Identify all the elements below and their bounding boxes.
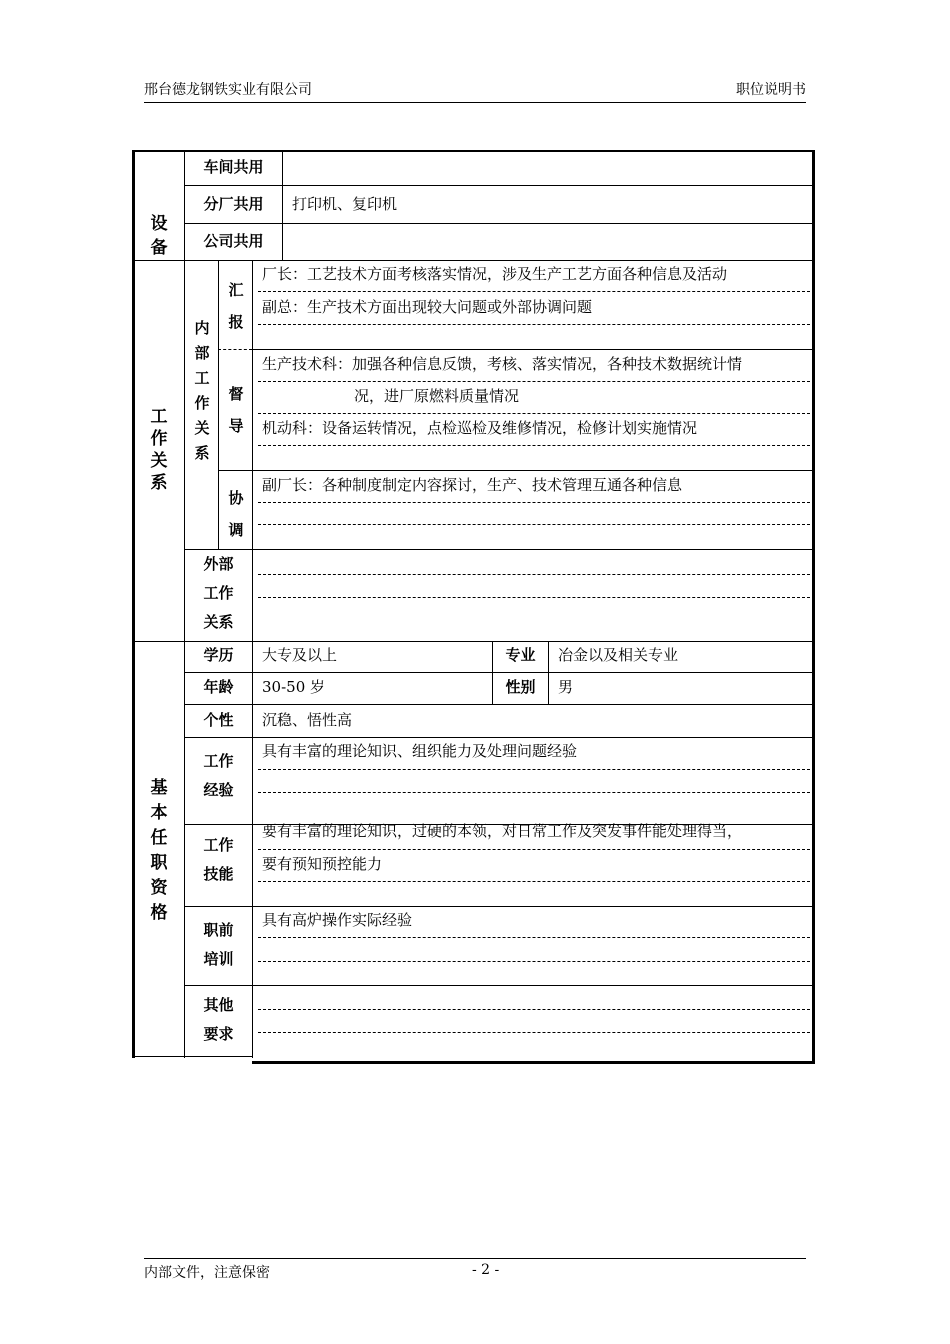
- coordinate-line-1: 副厂长：各种制度制定内容探讨，生产、技术管理互通各种信息: [262, 476, 683, 494]
- section-sep-relations: [132, 641, 814, 642]
- external-label-2: 工作: [203, 584, 234, 602]
- coordinate-label: [222, 482, 250, 546]
- internal-relations-label: [189, 316, 215, 466]
- supervise-line-1: 生产技术科：加强各种信息反馈，考核、落实情况，各种技术数据统计情: [262, 355, 743, 373]
- experience-dash-2: [258, 792, 810, 793]
- qual-char-4: 职: [150, 853, 168, 873]
- table-border-bottom-left: [132, 1056, 252, 1057]
- internal-char-5: 关: [194, 419, 210, 437]
- table-border-bottom: [252, 1061, 815, 1064]
- equipment-workshop-label: 车间共用: [203, 158, 264, 176]
- gender-label: 性别: [505, 678, 536, 696]
- equipment-char-1: 设: [150, 214, 168, 234]
- supervise-char-1: 督: [228, 385, 244, 403]
- qual-row-sep-6: [184, 985, 814, 986]
- table-border-right: [812, 150, 815, 1062]
- equipment-label-divider: [282, 150, 283, 260]
- experience-dash-1: [258, 769, 810, 770]
- external-dash-2: [258, 597, 810, 598]
- experience-value: 具有丰富的理论知识、组织能力及处理问题经验: [262, 742, 578, 760]
- qual-row-sep-2: [184, 704, 814, 705]
- personality-label: 个性: [203, 711, 234, 729]
- report-char-1: 汇: [228, 281, 244, 299]
- page-header: [144, 80, 806, 103]
- internal-external-sep: [184, 549, 814, 550]
- report-line-1: 厂长：工艺技术方面考核落实情况，涉及生产工艺方面各种信息及活动: [262, 265, 728, 283]
- major-value: 冶金以及相关专业: [558, 646, 679, 664]
- major-label-divider-right: [548, 641, 549, 704]
- skills-dash-1: [258, 849, 810, 850]
- external-label-3: 关系: [203, 613, 234, 631]
- coordinate-dash-2: [258, 524, 810, 525]
- report-dash-2: [258, 324, 810, 325]
- table-border-left: [132, 150, 135, 1058]
- external-label-1: 外部: [203, 555, 234, 573]
- qualifications-section-label: [142, 776, 176, 926]
- equipment-char-2: 备: [150, 238, 168, 258]
- equipment-section-label: [142, 212, 176, 260]
- work-relations-section-label: [142, 406, 176, 494]
- qual-char-1: 基: [150, 778, 168, 798]
- report-supervise-sep-label: [218, 349, 252, 350]
- internal-char-4: 作: [194, 394, 210, 412]
- training-dash-2: [258, 961, 810, 962]
- supervise-dash-2: [258, 413, 810, 414]
- other-label-2: 要求: [203, 1025, 234, 1043]
- age-label: 年龄: [203, 678, 234, 696]
- confidential-note: 内部文件，注意保密: [144, 1265, 270, 1281]
- qual-char-2: 本: [150, 803, 168, 823]
- personality-value: 沉稳、悟性高: [262, 711, 353, 729]
- qual-char-3: 任: [150, 828, 168, 848]
- internal-label-divider: [218, 260, 219, 549]
- company-name: 邢台德龙钢铁实业有限公司: [144, 82, 312, 98]
- training-value: 具有高炉操作实际经验: [262, 911, 413, 929]
- skills-label-1: 工作: [203, 836, 234, 854]
- other-dash-1: [258, 1009, 810, 1010]
- supervise-char-2: 导: [228, 417, 244, 435]
- supervise-dash-3: [258, 445, 810, 446]
- age-value: 30-50 岁: [262, 678, 326, 696]
- supervise-coordinate-sep: [218, 470, 814, 471]
- relations-label-divider: [252, 260, 253, 641]
- training-dash-1: [258, 937, 810, 938]
- page-number: - 2 -: [472, 1262, 500, 1278]
- document-type: 职位说明书: [736, 82, 806, 98]
- external-dash-1: [258, 574, 810, 575]
- training-label-2: 培训: [203, 950, 234, 968]
- coordinate-char-1: 协: [228, 489, 244, 507]
- skills-label-2: 技能: [203, 865, 234, 883]
- training-label-1: 职前: [203, 921, 234, 939]
- table-border-top: [132, 150, 814, 152]
- page-footer: [144, 1258, 806, 1283]
- equipment-row-sep-1: [184, 185, 814, 186]
- qual-row-sep-3: [184, 737, 814, 738]
- report-supervise-sep: [252, 349, 814, 350]
- report-label: [222, 274, 250, 338]
- qual-row-sep-1: [184, 672, 814, 673]
- relations-char-2: 作: [150, 429, 168, 449]
- internal-char-6: 系: [194, 444, 210, 462]
- relations-char-4: 系: [150, 473, 168, 493]
- equipment-row-sep-2: [184, 223, 814, 224]
- section-sep-equipment: [132, 260, 814, 261]
- equipment-branch-label: 分厂共用: [203, 195, 264, 213]
- skills-line-1: 要有丰富的理论知识，过硬的本领，对日常工作及突发事件能处理得当，: [262, 822, 743, 840]
- experience-label-1: 工作: [203, 752, 234, 770]
- report-dash-1: [258, 291, 810, 292]
- coordinate-char-2: 调: [228, 521, 244, 539]
- skills-dash-2: [258, 881, 810, 882]
- experience-label-2: 经验: [203, 781, 234, 799]
- coordinate-dash-1: [258, 502, 810, 503]
- equipment-branch-value: 打印机、复印机: [292, 195, 398, 213]
- qual-row-sep-5: [184, 906, 814, 907]
- column-divider-section: [184, 150, 185, 1058]
- internal-char-1: 内: [194, 319, 210, 337]
- education-label: 学历: [203, 646, 234, 664]
- relations-char-3: 关: [150, 451, 168, 471]
- report-line-2: 副总：生产技术方面出现较大问题或外部协调问题: [262, 298, 593, 316]
- job-description-table: [132, 150, 814, 1058]
- supervise-line-3: 机动科：设备运转情况，点检巡检及维修情况，检修计划实施情况: [262, 419, 698, 437]
- equipment-company-label: 公司共用: [203, 232, 264, 250]
- relations-char-1: 工: [150, 407, 168, 427]
- qual-char-5: 资: [150, 878, 168, 898]
- other-dash-2: [258, 1032, 810, 1033]
- internal-char-2: 部: [194, 344, 210, 362]
- supervise-label: [222, 378, 250, 442]
- gender-value: 男: [558, 678, 574, 696]
- major-label: 专业: [505, 646, 536, 664]
- internal-char-3: 工: [194, 369, 210, 387]
- report-char-2: 报: [228, 313, 244, 331]
- qual-char-6: 格: [150, 903, 168, 923]
- supervise-line-2: 况，进厂原燃料质量情况: [354, 387, 520, 405]
- skills-line-2: 要有预知预控能力: [262, 855, 383, 873]
- other-label-1: 其他: [203, 996, 234, 1014]
- supervise-dash-1: [258, 381, 810, 382]
- education-value: 大专及以上: [262, 646, 338, 664]
